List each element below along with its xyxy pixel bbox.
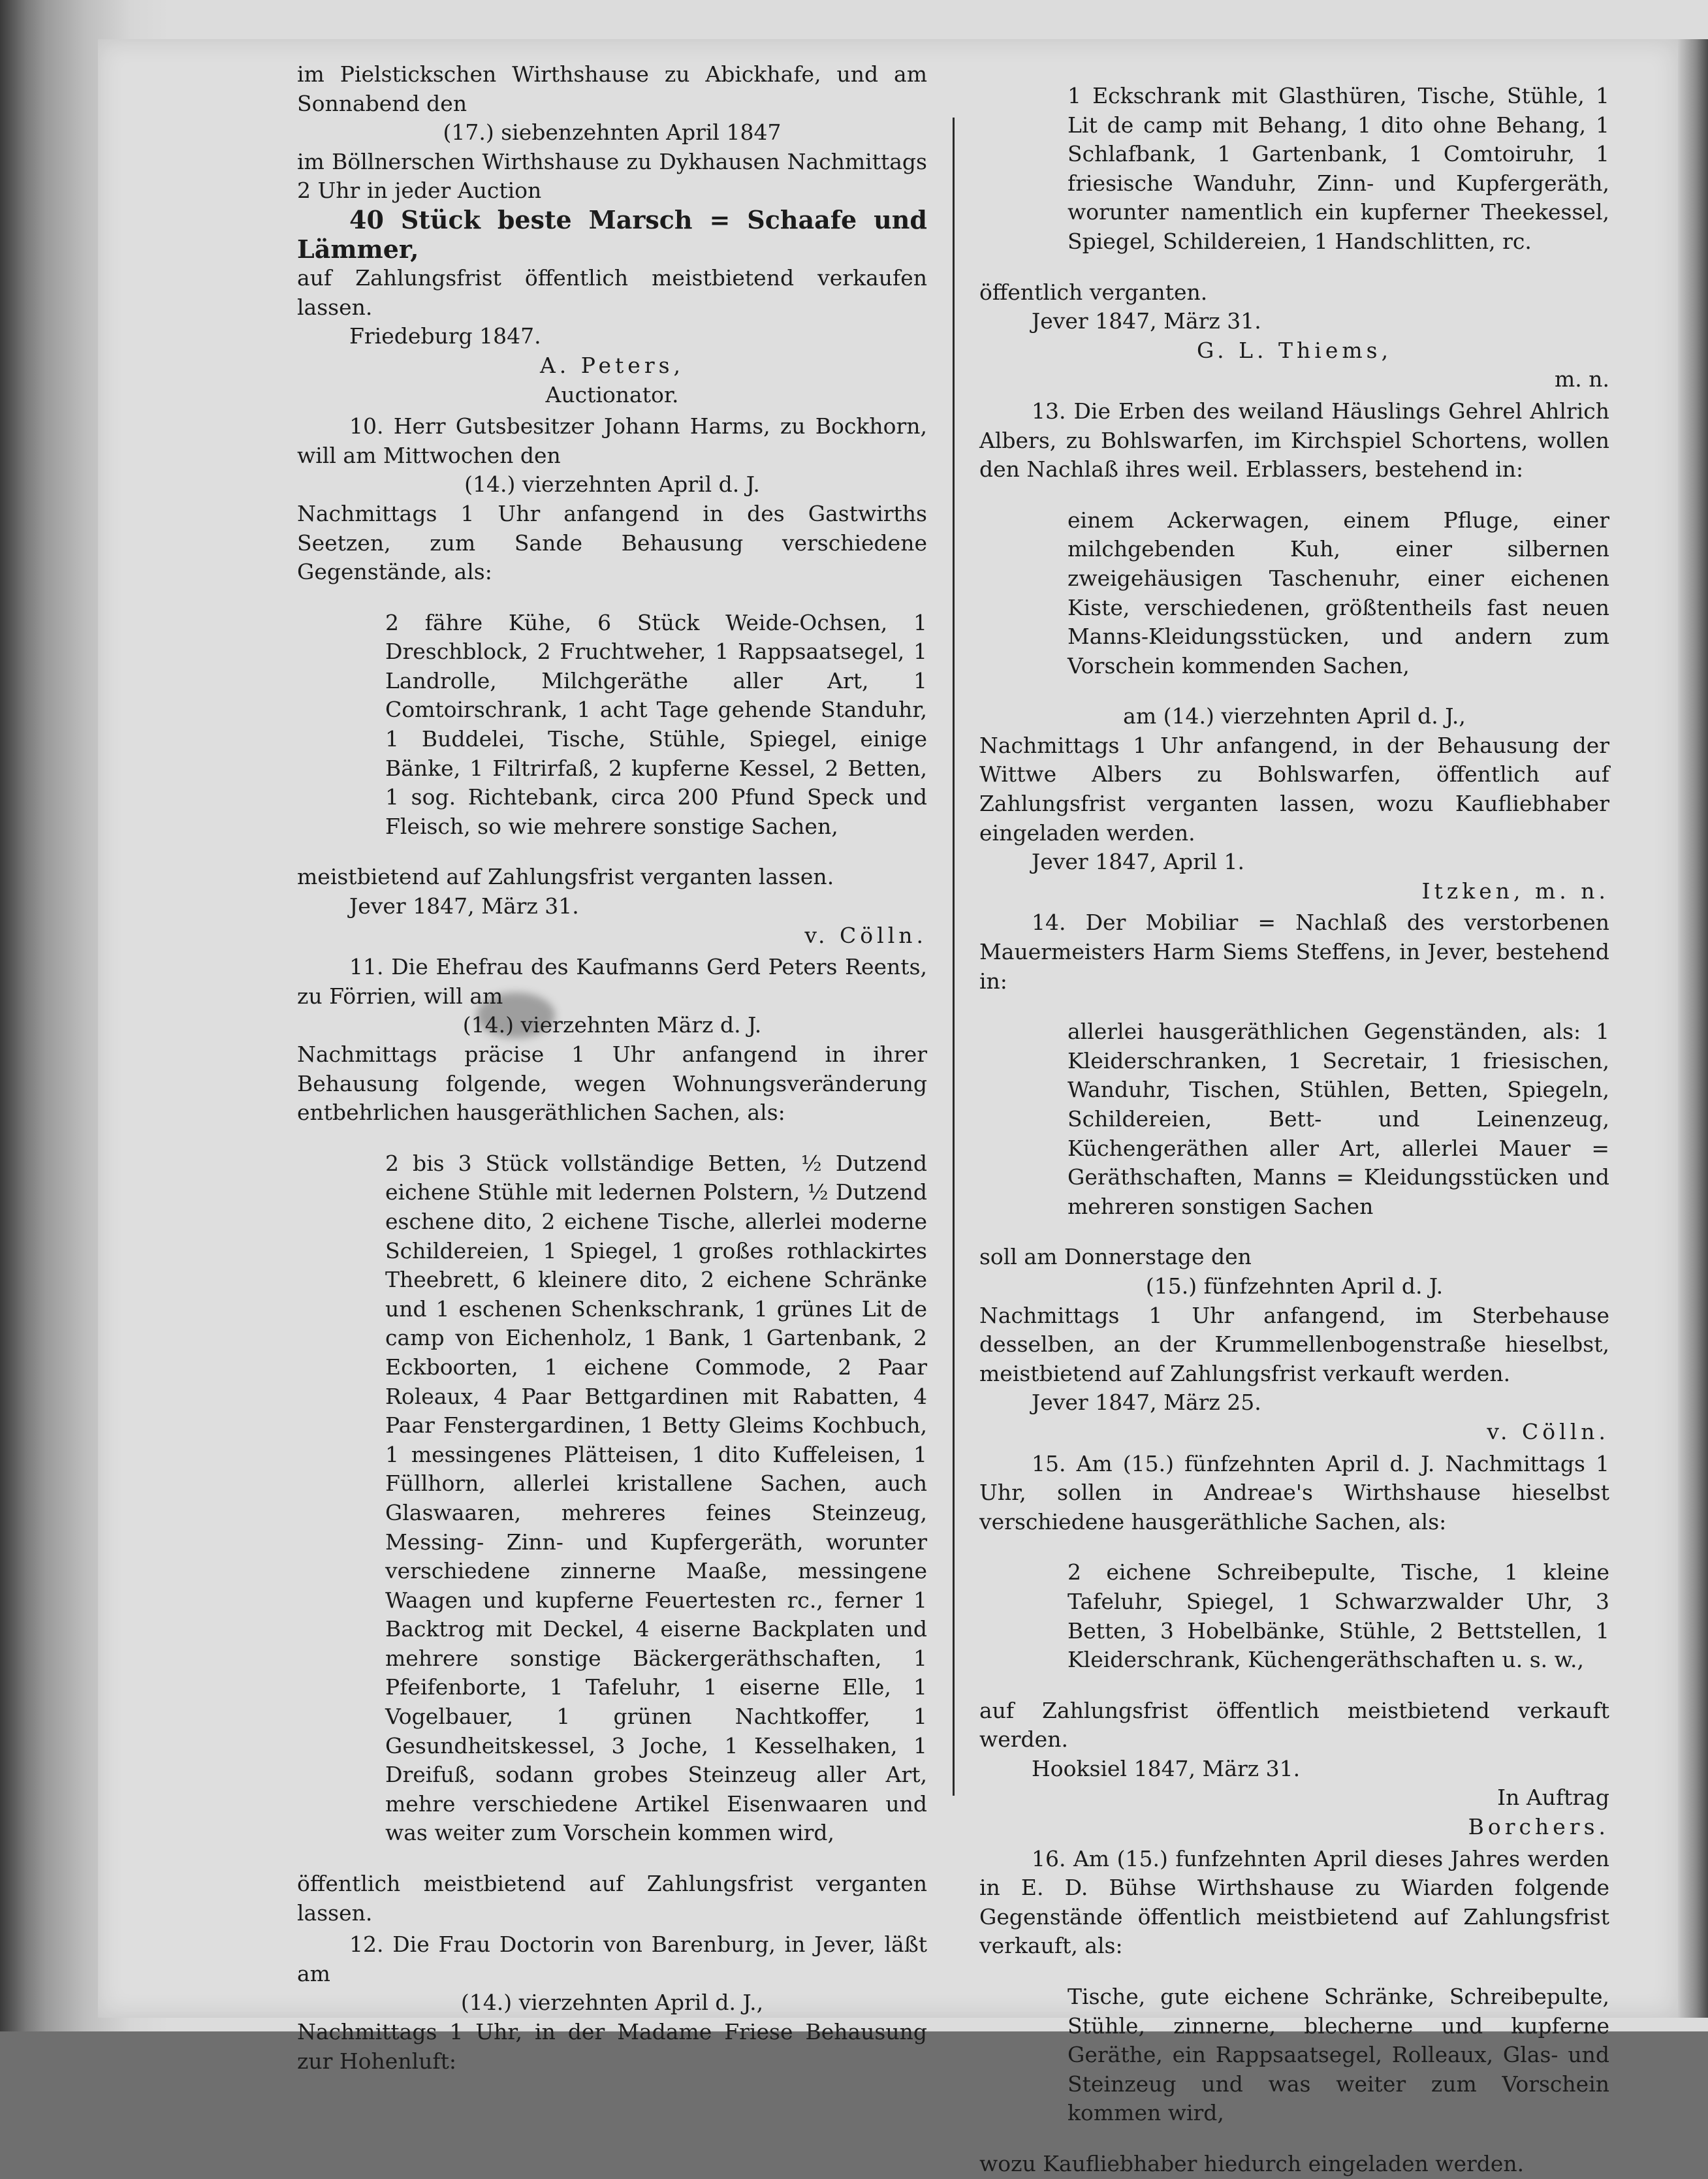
notice-10-signature: v. Cölln. bbox=[804, 922, 927, 948]
notice-14-items: allerlei hausgeräthlichen Gegenständen, als: 1 Kleiderschranken, 1 Secretair, 1 friesischen, Wanduhr, Tischen, Stühlen, Betten, Spiegeln, Schildereien, Bett- und Leinenzeug, Küchengeräthen aller Art, allerlei Mauer = Geräthschaften, Manns = Kleidungsstücken und mehreren sonstigen Sachen bbox=[1068, 1019, 1609, 1219]
notice-16-items: Tische, gute eichene Schränke, Schreibepulte, Stühle, zinnerne, blecherne und kupferne Geräthe, ein Rappsaatsegel, Rolleaux, Glas- und Steinzeug und was weiter zum Vorschein kommen wird, bbox=[1068, 1984, 1609, 2126]
notice-10-body: Nachmittags 1 Uhr anfangend in des Gastwirths Seetzen, zum Sande Behausung verschiedene Gegenstände, als: bbox=[297, 500, 927, 585]
notice-12-place-date: Jever 1847, März 31. bbox=[1032, 308, 1261, 334]
notice-11-date: (14.) vierzehnten März d. J. bbox=[462, 1012, 762, 1038]
left-column bbox=[297, 60, 927, 2076]
right-column bbox=[979, 60, 1609, 2179]
notice-14-signature: v. Cölln. bbox=[1487, 1418, 1609, 1444]
notice-12-intro: 12. Die Frau Doctorin von Barenburg, in Jever, läßt am bbox=[297, 1932, 927, 1986]
notice-14-body: soll am Donnerstage den bbox=[979, 1244, 1252, 1270]
notice-15-place-date: Hooksiel 1847, März 31. bbox=[1032, 1755, 1301, 1781]
notice-14-date: (15.) fünfzehnten April d. J. bbox=[1145, 1273, 1444, 1299]
highlight-goods: 40 Stück beste Marsch = Schaafe und Lämmer, bbox=[297, 204, 927, 264]
notice-10-date: (14.) vierzehnten April d. J. bbox=[464, 471, 760, 498]
notice-11-items: 2 bis 3 Stück vollständige Betten, ½ Dutzend eichene Stühle mit ledernen Polstern, ½ Dutzend eschene dito, 2 eichene Tische, allerlei moderne Schildereien, 1 Spiegel, 1 großes rothlackirtes Theebrett, 6 kleinere dito, 2 eichene Schränke und 1 eschenen Schenkschrank, 1 grünes Lit de camp von Eichenholz, 1 Bank, 1 Gartenbank, 2 Eckboorten, 1 eichene Commode, 2 Paar Roleaux, 4 Paar Bettgardinen mit Rabatten, 4 Paar Fenstergardinen, 1 Betty Gleims Kochbuch, 1 messingenes Plätteisen, 1 dito Kuffeleisen, 1 Füllhorn, allerlei kristallene Sachen, auch Glaswaaren, mehreres feines Steinzeug, Messing- Zinn- und Kupfergeräth, worunter verschiedene zinnerne Maaße, messingene Waagen und kupferne Feuertesten rc., ferner 1 Backtrog mit Deckel, 4 eiserne Backplaten und mehrere sonstige Bäckergeräthschaften, 1 Pfeifenborte, 1 Tafeluhr, 1 eiserne Elle, 1 Vogelbauer, 1 grünen Nachtkoffer, 1 Gesundheitskessel, 3 Joche, 1 Kesselhaken, 1 Dreifuß, sodann grobes Steinzeug aller Art, mehre verschiedene Artikel Eisenwaaren und was weiter zum Vorschein kommen wird, bbox=[385, 1150, 927, 1846]
notice-11-intro: 11. Die Ehefrau des Kaufmanns Gerd Peters Reents, zu Förrien, will am bbox=[297, 954, 927, 1009]
text-line: im Pielstickschen Wirthshause zu Abickhafe, und am Sonnabend den bbox=[297, 61, 927, 116]
notice-13-body: Nachmittags 1 Uhr anfangend, in der Behausung der Wittwe Albers zu Bohlswarfen, öffentlich auf Zahlungsfrist verganten lassen, wozu Kaufliebhaber eingeladen werden. bbox=[979, 732, 1609, 846]
notice-10-place-date: Jever 1847, März 31. bbox=[349, 893, 579, 919]
notice-14-cont: Nachmittags 1 Uhr anfangend, im Sterbehause desselben, an der Krummellenbogenstraße hieselbst, meistbietend auf Zahlungsfrist verkauft werden. bbox=[979, 1302, 1609, 1386]
column-divider bbox=[953, 118, 955, 1796]
notice-15-end: auf Zahlungsfrist öffentlich meistbietend verkauft werden. bbox=[979, 1697, 1609, 1753]
notice-13-place-date: Jever 1847, April 1. bbox=[1032, 849, 1244, 875]
notice-10-intro: 10. Herr Gutsbesitzer Johann Harms, zu Bockhorn, will am Mittwochen den bbox=[297, 413, 927, 468]
notice-14-place-date: Jever 1847, März 25. bbox=[1032, 1390, 1261, 1416]
notice-12-date: (14.) vierzehnten April d. J., bbox=[460, 1990, 764, 2016]
notice-12-mn: m. n. bbox=[1554, 366, 1609, 392]
notice-11-body: Nachmittags präcise 1 Uhr anfangend in ihrer Behausung folgende, wegen Wohnungsveränderung entbehrlichen hausgeräthlichen Sachen, als: bbox=[297, 1042, 927, 1126]
page-right-edge bbox=[1678, 39, 1708, 2018]
text-line: auf Zahlungsfrist öffentlich meistbietend verkaufen lassen. bbox=[297, 265, 927, 320]
notice-15-items: 2 eichene Schreibepulte, Tische, 1 kleine Tafeluhr, Spiegel, 1 Schwarzwalder Uhr, 3 Betten, 3 Hobelbänke, Stühle, 2 Bettstellen, 1 Kleiderschrank, Küchengeräthschaften u. s. w., bbox=[1068, 1559, 1609, 1673]
notice-16-end: wozu Kaufliebhaber hiedurch eingeladen werden. bbox=[979, 2151, 1525, 2176]
signature: A. Peters, bbox=[539, 352, 685, 378]
notice-15-signature: Borchers. bbox=[1468, 1814, 1609, 1840]
notice-13-signature: Itzken, m. n. bbox=[1421, 878, 1609, 904]
notice-11-end: öffentlich meistbietend auf Zahlungsfrist verganten lassen. bbox=[297, 1871, 927, 1926]
notice-14-intro: 14. Der Mobiliar = Nachlaß des verstorbenen Mauermeisters Harm Siems Steffens, in Jever, bestehend in: bbox=[979, 910, 1609, 994]
notice-16-intro: 16. Am (15.) funfzehnten April dieses Jahres werden in E. D. Bühse Wirthshause zu Wiarden folgende Gegenstände öffentlich meistbietend auf Zahlungsfrist verkauft, als: bbox=[979, 1845, 1609, 1959]
notice-13-intro: 13. Die Erben des weiland Häuslings Gehrel Ahlrich Albers, zu Bohlswarfen, im Kirchspiel Schortens, wollen den Nachlaß ihres weil. Erblassers, bestehend in: bbox=[979, 398, 1609, 483]
notice-15-intro: 15. Am (15.) fünfzehnten April d. J. Nachmittags 1 Uhr, sollen in Andreae's Wirthshause hieselbst verschiedene hausgeräthliche Sachen, als: bbox=[979, 1450, 1609, 1535]
auction-date: (17.) siebenzehnten April 1847 bbox=[443, 119, 782, 146]
notice-10-end: meistbietend auf Zahlungsfrist verganten lassen. bbox=[297, 864, 834, 890]
notice-13-date: am (14.) vierzehnten April d. J., bbox=[1123, 703, 1466, 729]
notice-15-commission: In Auftrag bbox=[1497, 1785, 1609, 1811]
notice-12-end: öffentlich verganten. bbox=[979, 279, 1208, 305]
text-line: im Böllnerschen Wirthshause zu Dykhausen Nachmittags 2 Uhr in jeder Auction bbox=[297, 148, 927, 204]
place-date: Friedeburg 1847. bbox=[349, 323, 541, 349]
notice-13-items: einem Ackerwagen, einem Pfluge, einer milchgebenden Kuh, einer silbernen zweigehäusigen Taschenuhr, einer eichenen Kiste, verschiedenen, größtentheils fast neuen Manns-Kleidungsstücken, und andern zum Vorschein kommenden Sachen, bbox=[1068, 507, 1609, 678]
signature-title: Auctionator. bbox=[545, 381, 679, 407]
notice-12-signature: G. L. Thiems, bbox=[1196, 337, 1393, 363]
notice-12-items: 1 Eckschrank mit Glasthüren, Tische, Stühle, 1 Lit de camp mit Behang, 1 dito ohne Behang, 1 Schlafbank, 1 Gartenbank, 1 Comtoiruhr, 1 friesische Wanduhr, Zinn- und Kupfergeräth, worunter namentlich ein kupferner Theekessel, Spiegel, Schildereien, 1 Handschlitten, rc. bbox=[1068, 83, 1609, 254]
notice-10-items: 2 fähre Kühe, 6 Stück Weide-Ochsen, 1 Dreschblock, 2 Fruchtweher, 1 Rappsaatsegel, 1 Landrolle, Milchgeräthe aller Art, 1 Comtoirschrank, 1 acht Tage gehende Standuhr, 1 Buddelei, Tische, Stühle, Spiegel, einige Bänke, 1 Filtrirfaß, 2 kupferne Kessel, 2 Betten, 1 sog. Richtebank, circa 200 Pfund Speck und Fleisch, so wie mehrere sonstige Sachen, bbox=[385, 609, 927, 839]
notice-12-body: Nachmittags 1 Uhr, in der Madame Friese Behausung zur Hohenluft: bbox=[297, 2019, 927, 2074]
